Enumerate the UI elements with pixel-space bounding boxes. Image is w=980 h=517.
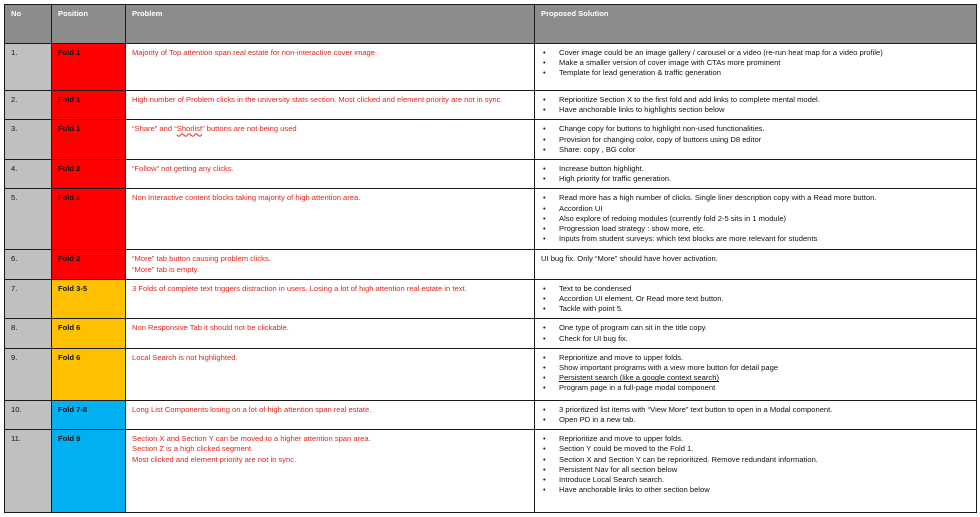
header-position: Position (52, 5, 126, 44)
solution-item: • Show important programs with a view more button for detail page (541, 363, 970, 373)
solution-item: • Persistent Nav for all section below (541, 465, 970, 475)
solution-item: • Accordion UI (541, 204, 970, 214)
solution-item: • Read more has a high number of clicks. Single liner description copy with a Read more button. (541, 193, 970, 203)
solution-item: • Persistent search (like a google context search) (541, 373, 970, 383)
solution-cell (535, 44, 977, 91)
problem-text: Non Interactive content blocks taking majority of high attention area. (132, 193, 361, 203)
header-problem: Problem (126, 5, 535, 44)
solution-item: • Have anchorable links to other section below (541, 485, 970, 495)
table-row (5, 319, 977, 348)
position-cell: Fold 6 (52, 348, 126, 400)
solution-item: • Inputs from student surveys: which text blocks are more relevant for students (541, 234, 970, 244)
table-row (5, 279, 977, 319)
problem-text: Non Responsive Tab it should not be clickable. (132, 323, 289, 333)
table-row (5, 189, 977, 250)
position-cell: Fold 3-5 (52, 279, 126, 319)
table-row (5, 44, 977, 91)
solution-item: • Template for lead generation & traffic generation (541, 68, 970, 78)
solution-cell (535, 348, 977, 400)
problem-text: Most clicked and element priority are not in sync. (132, 454, 297, 464)
table-row (5, 120, 977, 160)
solution-cell: UI bug fix. Only “More” should have hover activation. (535, 250, 977, 279)
solution-item: • Share: copy , BG color (541, 145, 970, 155)
position-cell: Fold 9 (52, 430, 126, 513)
problem-text: High number of Problem clicks in the university stats section. Most clicked and element priority are not in sync. (132, 95, 503, 104)
problem-cell (126, 279, 535, 319)
row-number: 4. (5, 160, 52, 189)
problem-text: “More” tab button causing problem clicks. (132, 254, 271, 264)
solution-item: • Reprioritize and move to upper folds. (541, 434, 970, 444)
row-number: 8. (5, 319, 52, 348)
row-number: 10. (5, 400, 52, 429)
row-number: 5. (5, 189, 52, 250)
position-cell: Fold 7-8 (52, 400, 126, 429)
header-row (5, 5, 977, 44)
position-cell: Fold 1 (52, 91, 126, 120)
problem-text: “Follow” not getting any clicks. (132, 164, 234, 174)
solution-item: • Tackle with point 5. (541, 304, 970, 314)
problem-cell (126, 400, 535, 429)
solution-item: • Progression load strategy : show more, etc. (541, 224, 970, 234)
problem-text: “More” tab is empty. (132, 264, 199, 274)
solution-item: • Increase button highlight. (541, 164, 970, 174)
table-row (5, 348, 977, 400)
table-row (5, 250, 977, 279)
position-cell: Fold 6 (52, 319, 126, 348)
problem-cell (126, 250, 535, 279)
solution-item: • Section X and Section Y can be reprioritized. Remove redundant information. (541, 455, 970, 465)
solution-item: • Reprioritize Section X to the first fold and add links to complete mental model. (541, 95, 970, 105)
problem-cell (126, 430, 535, 513)
problem-cell (126, 319, 535, 348)
problem-text: Section Z is a high clicked segment. (132, 444, 254, 454)
misspelled-word: Shorlist (176, 124, 203, 134)
problem-text: “Share” and “ (132, 124, 177, 134)
row-number: 11. (5, 430, 52, 513)
row-number: 9. (5, 348, 52, 400)
solution-item: • Provision for changing color, copy of buttons using D8 editor (541, 135, 970, 145)
solution-cell (535, 160, 977, 189)
row-number: 2. (5, 91, 52, 120)
row-number: 1. (5, 44, 52, 91)
problem-cell (126, 91, 535, 120)
solution-item: • Introduce Local Search search. (541, 475, 970, 485)
problem-cell (126, 120, 535, 160)
solution-cell (535, 400, 977, 429)
problem-text: Long List Components losing on a lot of high attention span real estate. (132, 404, 372, 414)
solution-item: • 3 prioritized list items with “View More” text button to open in a Modal component. (541, 405, 970, 415)
table-row (5, 160, 977, 189)
solution-item: • Make a smaller version of cover image with CTAs more prominent (541, 58, 970, 68)
ux-audit-table (4, 4, 977, 513)
solution-cell (535, 91, 977, 120)
problem-text: 3 Folds of complete text triggers distraction in users. Losing a lot of high attention real estate in text. (132, 283, 467, 293)
position-cell: Fold 2 (52, 250, 126, 279)
table-row (5, 91, 977, 120)
table-row (5, 400, 977, 429)
solution-cell (535, 319, 977, 348)
solution-item: • Also explore of redoing modules (currently fold 2-5 sits in 1 module) (541, 214, 970, 224)
solution-cell (535, 430, 977, 513)
problem-cell (126, 189, 535, 250)
header-no: No (5, 5, 52, 44)
position-cell: Fold 1 (52, 44, 126, 91)
problem-cell (126, 160, 535, 189)
solution-item: • Accordion UI element. Or Read more text button. (541, 294, 970, 304)
solution-item: • Program page in a full-page modal component (541, 383, 970, 393)
solution-item: • Text to be condensed (541, 284, 970, 294)
row-number: 6. (5, 250, 52, 279)
position-cell: Fold 1 (52, 120, 126, 160)
table-row (5, 430, 977, 513)
solution-item: • One type of program can sit in the title copy. (541, 323, 970, 333)
solution-item: • Reprioritize and move to upper folds. (541, 353, 970, 363)
solution-item: • Check for UI bug fix. (541, 334, 970, 344)
row-number: 3. (5, 120, 52, 160)
solution-item: • Open PD in a new tab. (541, 415, 970, 425)
solution-item: • Change copy for buttons to highlight non-used functionalities. (541, 124, 970, 134)
problem-text: Majority of Top attention span real estate for non-interactive cover image. (132, 48, 378, 57)
solution-cell (535, 120, 977, 160)
solution-item: • Cover image could be an image gallery / carousel or a video (re-run heat map for a video profile) (541, 48, 970, 58)
position-cell: Fold 2 (52, 160, 126, 189)
header-solution: Proposed Solution (535, 5, 977, 44)
solution-item: • High priority for traffic generation. (541, 174, 970, 184)
problem-cell (126, 348, 535, 400)
solution-cell (535, 189, 977, 250)
problem-text: ” buttons are not being used (202, 124, 297, 134)
problem-text: Local Search is not highlighted. (132, 352, 238, 362)
solution-item: • Have anchorable links to highlights section below (541, 105, 970, 115)
solution-cell (535, 279, 977, 319)
position-cell: Fold 2 (52, 189, 126, 250)
problem-text: Section X and Section Y can be moved to a higher attention span area. (132, 434, 371, 444)
problem-cell (126, 44, 535, 91)
row-number: 7. (5, 279, 52, 319)
solution-item: • Section Y could be moved to the Fold 1. (541, 444, 970, 454)
